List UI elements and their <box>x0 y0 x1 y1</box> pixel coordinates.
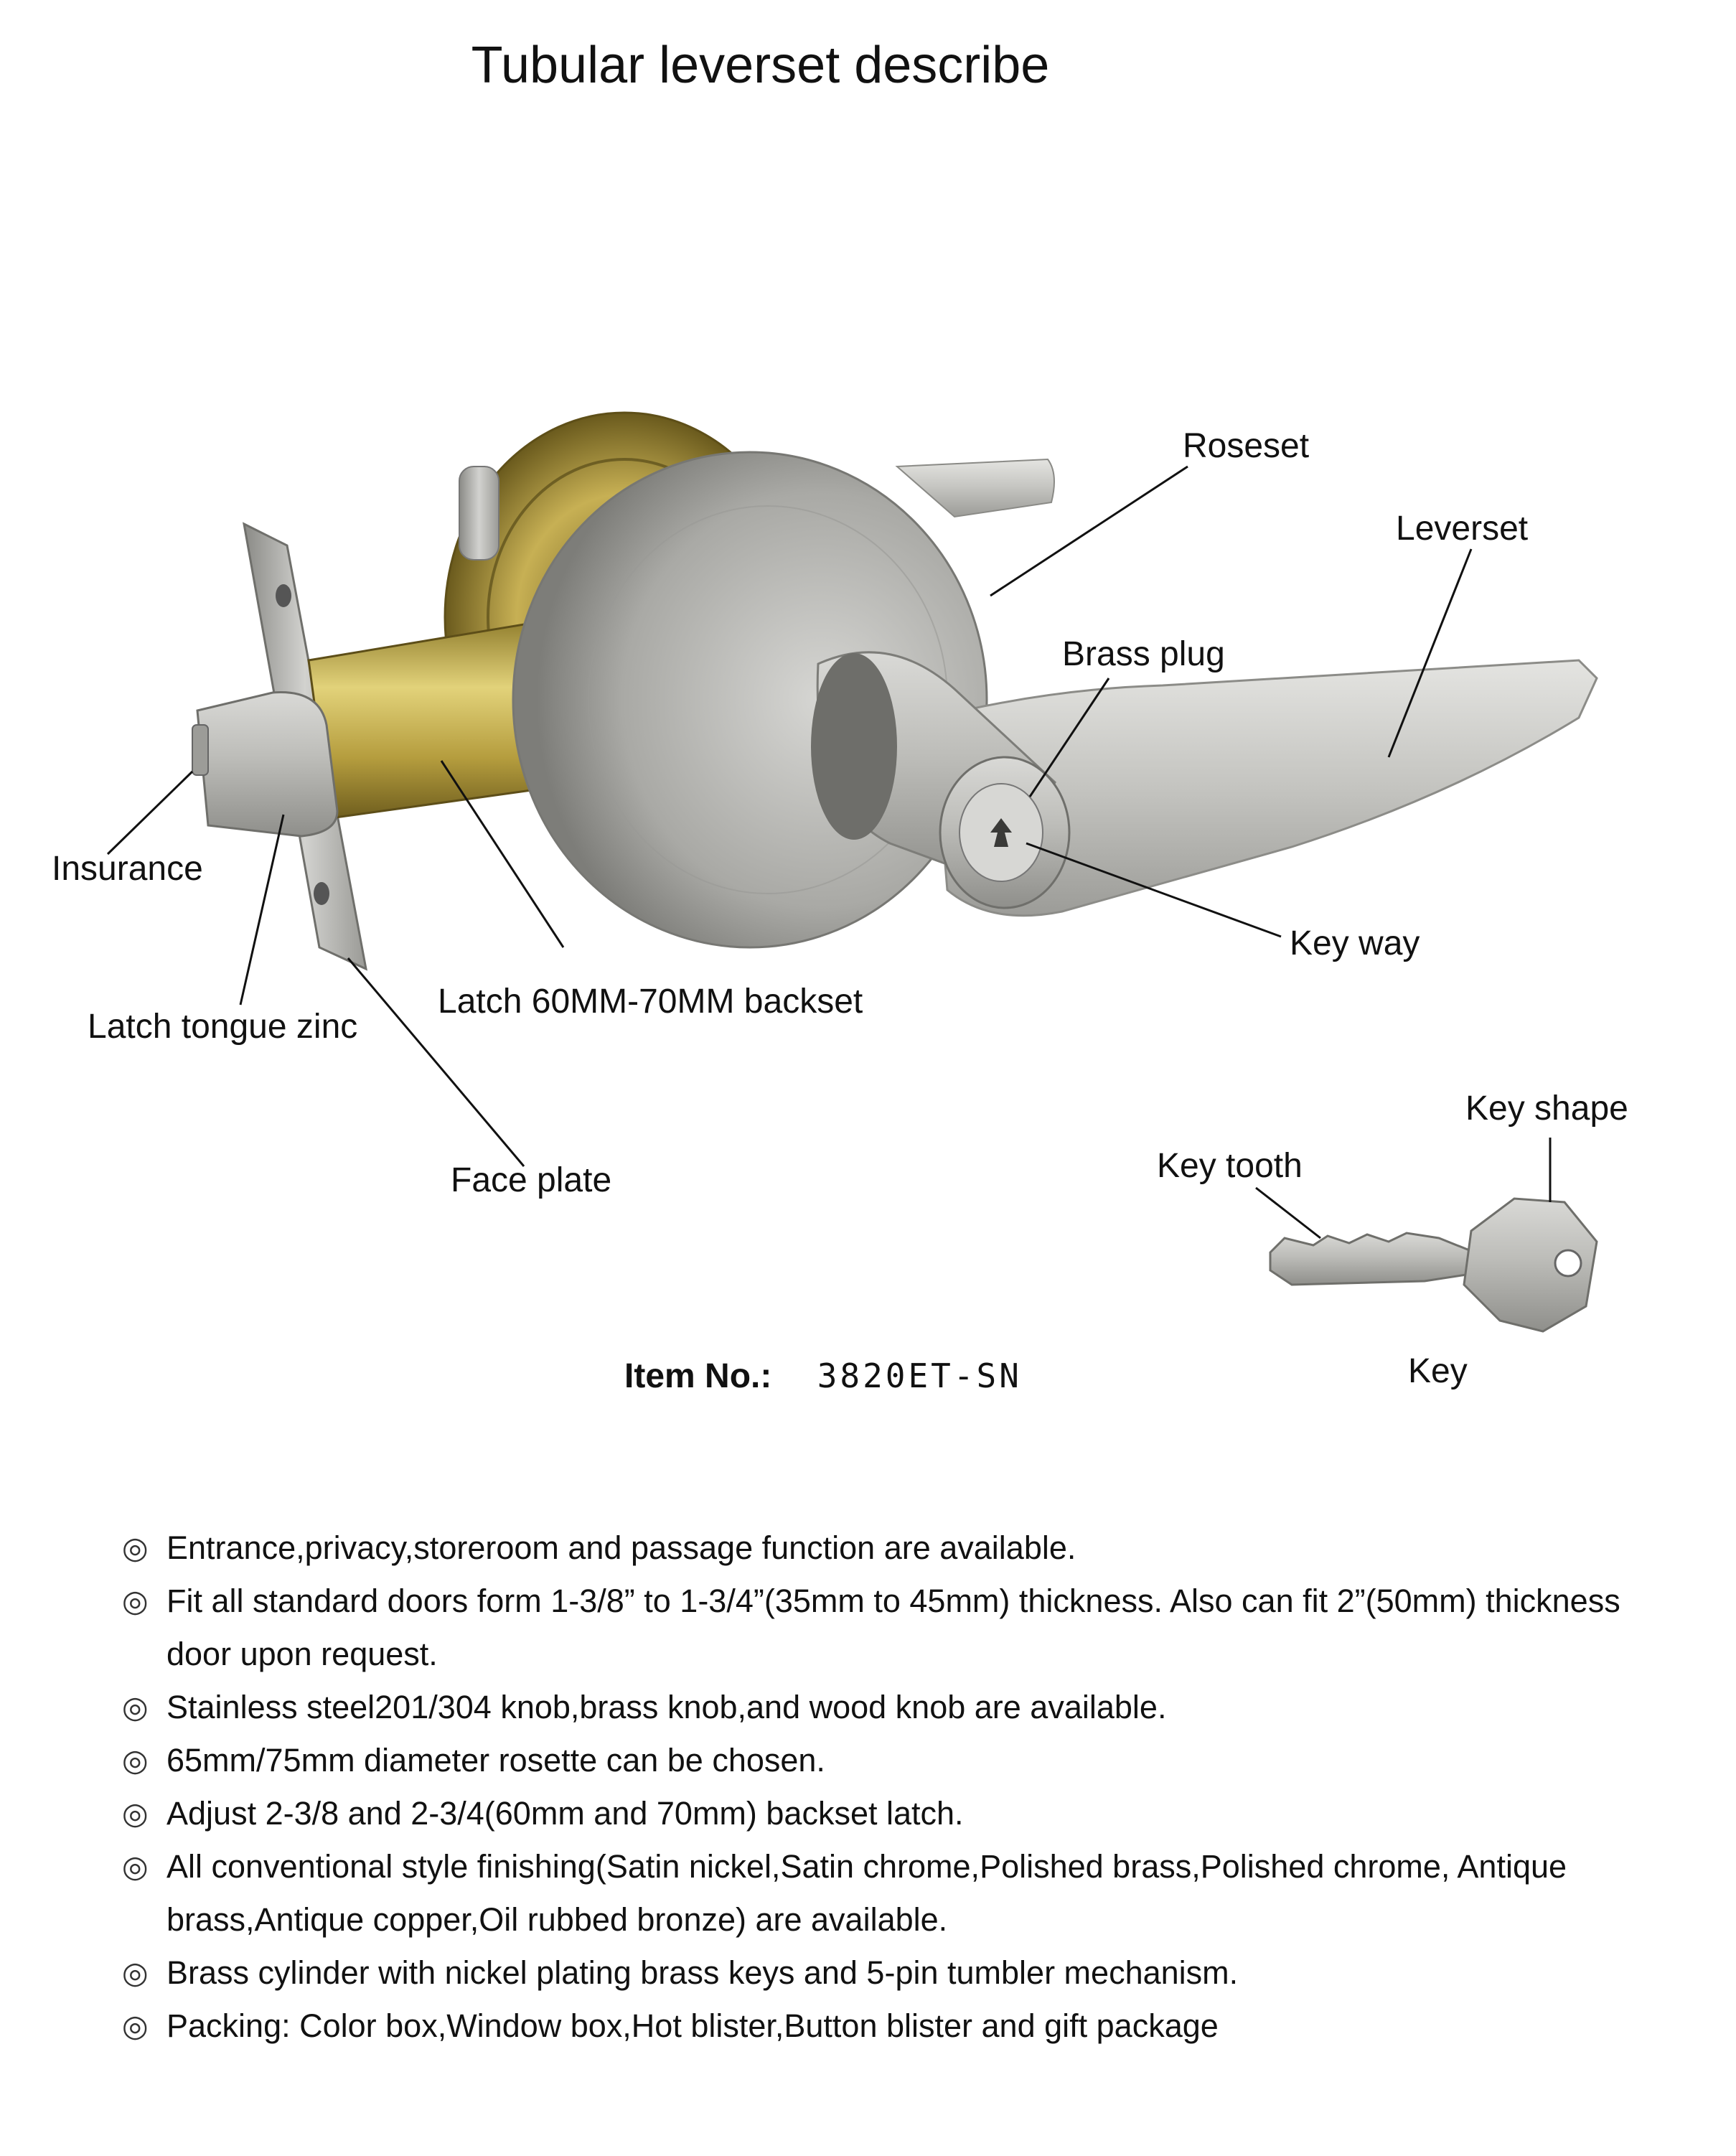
bullet-icon: ◎ <box>122 1743 149 1777</box>
item-number-label: Item No.: <box>624 1357 772 1395</box>
key-shape-group <box>1270 1199 1597 1331</box>
bullet-icon: ◎ <box>122 1690 149 1724</box>
callout-brass-plug: Brass plug <box>1062 635 1225 673</box>
list-item: ◎ Entrance,privacy,storeroom and passage function are available. <box>122 1522 1665 1575</box>
list-item: ◎ Packing: Color box,Window box,Hot blister,Button blister and gift package <box>122 2000 1665 2053</box>
callout-insurance: Insurance <box>52 850 203 888</box>
callout-key-tooth: Key tooth <box>1157 1147 1303 1185</box>
list-item: ◎ Fit all standard doors form 1-3/8” to 1-3/4”(35mm to 45mm) thickness. Also can fit 2”(50mm) thickness door upon request. <box>122 1575 1665 1681</box>
key-blade <box>1270 1233 1475 1285</box>
list-item: ◎ Brass cylinder with nickel plating brass keys and 5-pin tumbler mechanism. <box>122 1946 1665 2000</box>
callout-roseset: Roseset <box>1183 427 1310 465</box>
page-title: Tubular leverset describe <box>471 37 1050 94</box>
list-item: ◎ Adjust 2-3/8 and 2-3/4(60mm and 70mm) backset latch. <box>122 1787 1665 1840</box>
bullet-icon: ◎ <box>122 2009 149 2043</box>
callout-latch-backset: Latch 60MM-70MM backset <box>438 983 863 1021</box>
bullet-icon: ◎ <box>122 1531 149 1565</box>
callout-face-plate: Face plate <box>451 1161 612 1199</box>
bullet-icon: ◎ <box>122 1850 149 1883</box>
list-item: ◎ All conventional style finishing(Satin nickel,Satin chrome,Polished brass,Polished chrome, Antique brass,Antique copper,Oil rubbed bronze) are available. <box>122 1840 1665 1946</box>
callout-key: Key <box>1408 1352 1468 1390</box>
callout-key-shape: Key shape <box>1465 1089 1628 1128</box>
callout-leverset: Leverset <box>1396 510 1529 548</box>
list-item: ◎ 65mm/75mm diameter rosette can be chosen. <box>122 1734 1665 1787</box>
list-item: ◎ Stainless steel201/304 knob,brass knob,and wood knob are available. <box>122 1681 1665 1734</box>
back-lever <box>897 459 1054 517</box>
bullet-icon: ◎ <box>122 1796 149 1830</box>
bullet-icon: ◎ <box>122 1584 149 1618</box>
callout-latch-tongue: Latch tongue zinc <box>88 1008 358 1046</box>
item-number <box>624 1356 1022 1396</box>
bullet-icon: ◎ <box>122 1956 149 1989</box>
callout-key-way: Key way <box>1290 924 1420 962</box>
item-number-value: 3820ET-SN <box>817 1356 1022 1395</box>
latch-tongue <box>197 693 337 836</box>
feature-list <box>122 1522 1665 2053</box>
